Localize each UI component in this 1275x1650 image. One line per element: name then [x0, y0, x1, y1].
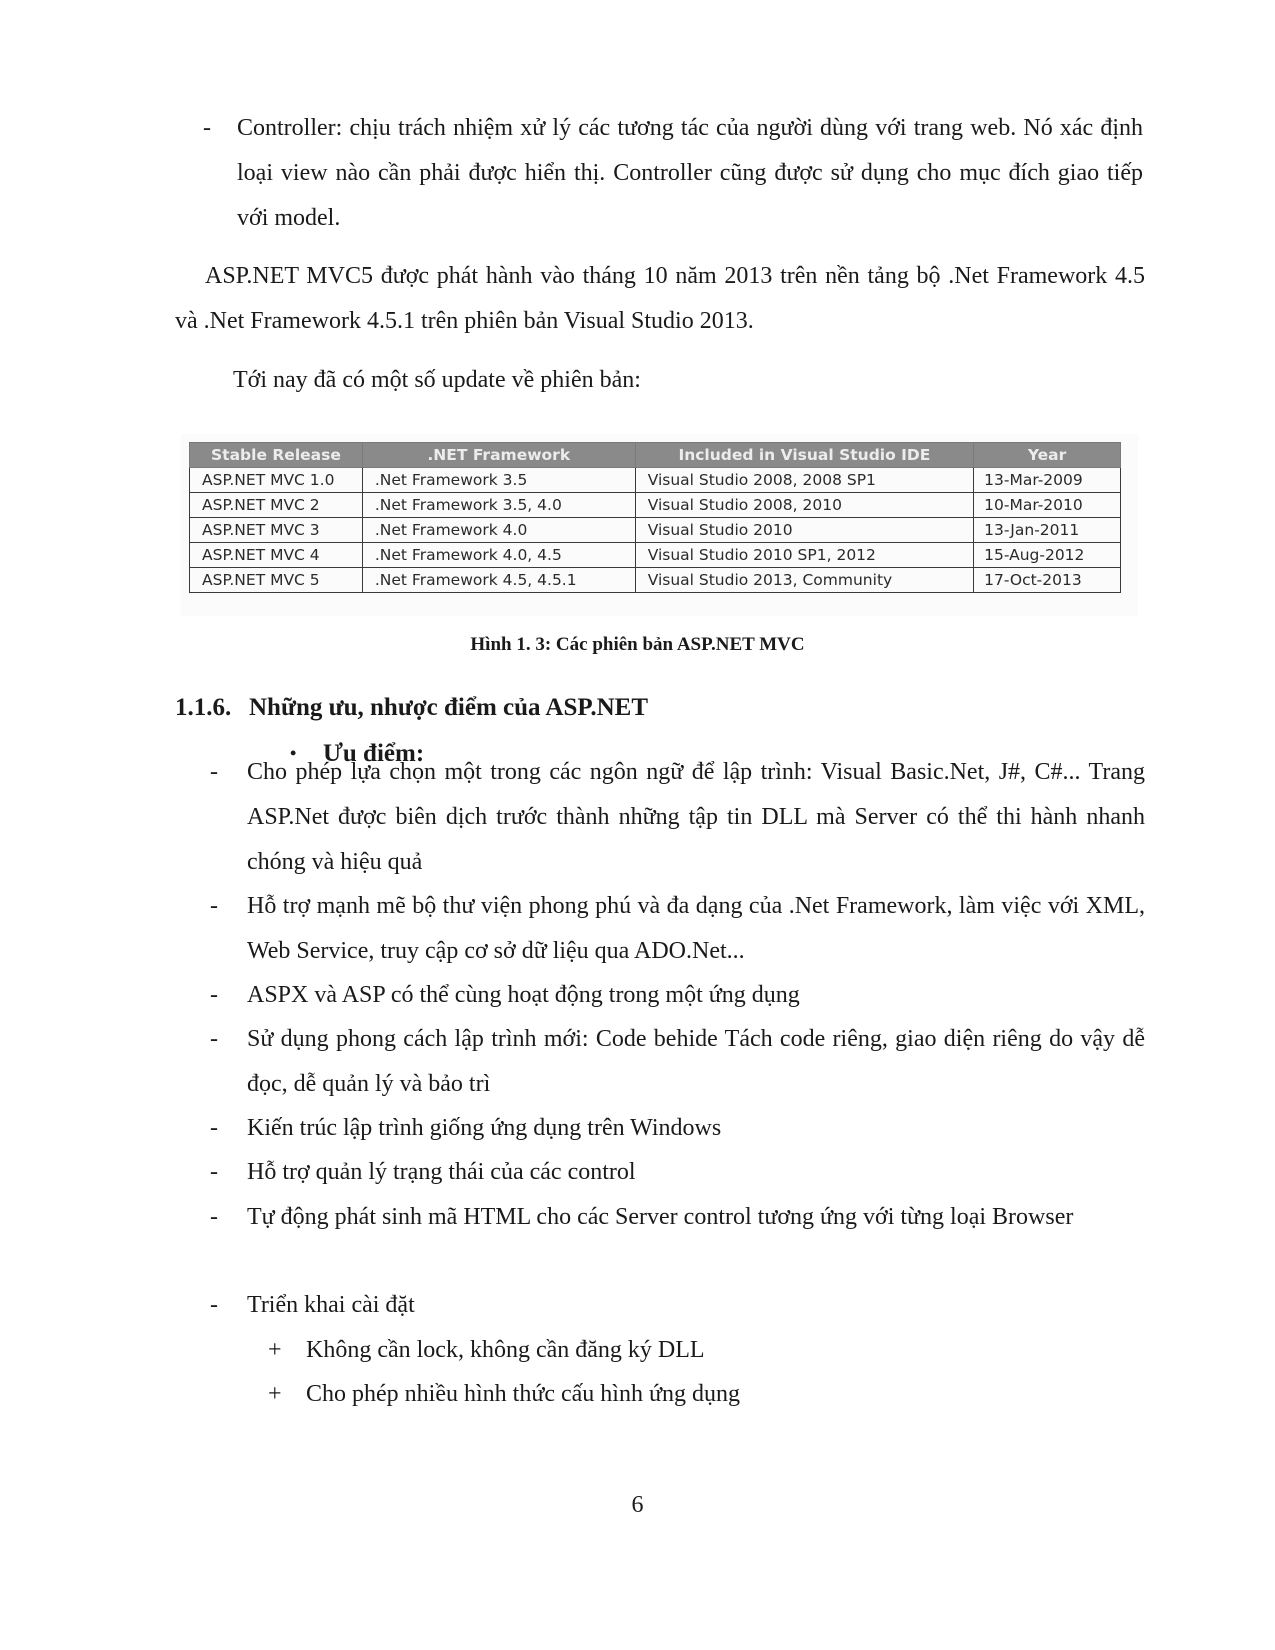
cell-release: ASP.NET MVC 1.0 — [190, 468, 363, 493]
advantages-title: Ưu điểm: — [323, 740, 425, 767]
cell-year: 13-Jan-2011 — [974, 518, 1121, 543]
table-header-row — [190, 443, 1121, 468]
sub-list-item-text: Cho phép nhiều hình thức cấu hình ứng dụng — [306, 1381, 740, 1407]
section-number: 1.1.6. — [175, 694, 232, 721]
cell-framework: .Net Framework 4.0 — [362, 518, 635, 543]
dash-marker: - — [210, 1204, 218, 1230]
cell-release: ASP.NET MVC 3 — [190, 518, 363, 543]
list-item-text: ASPX và ASP có thể cùng hoạt động trong một ứng dụng — [247, 982, 800, 1008]
header-stable-release: Stable Release — [190, 443, 363, 468]
controller-description: Controller: chịu trách nhiệm xử lý các tương tác của người dùng với trang web. Nó xác định loại view nào cần phải được hiển thị. Controller cũng được sử dụng cho mục đích giao tiếp với model. — [237, 115, 1143, 231]
header-visual-studio: Included in Visual Studio IDE — [635, 443, 973, 468]
list-item-text: Tự động phát sinh mã HTML cho các Server control tương ứng với từng loại Browser — [247, 1204, 1074, 1230]
cell-year: 17-Oct-2013 — [974, 568, 1121, 593]
sub-list-item — [268, 1328, 705, 1373]
cell-release: ASP.NET MVC 4 — [190, 543, 363, 568]
cell-ide: Visual Studio 2010 SP1, 2012 — [635, 543, 973, 568]
cell-ide: Visual Studio 2013, Community — [635, 568, 973, 593]
table-row — [190, 543, 1121, 568]
dash-marker: - — [210, 893, 218, 919]
list-item — [210, 1150, 1145, 1195]
sub-list-item — [268, 1372, 740, 1417]
section-heading — [175, 694, 648, 722]
cell-year: 15-Aug-2012 — [974, 543, 1121, 568]
cell-framework: .Net Framework 3.5, 4.0 — [362, 493, 635, 518]
cell-year: 13-Mar-2009 — [974, 468, 1121, 493]
list-item — [210, 884, 1145, 974]
figure-caption: Hình 1. 3: Các phiên bản ASP.NET MVC — [470, 634, 805, 655]
intro-paragraph: ASP.NET MVC5 được phát hành vào tháng 10 năm 2013 trên nền tảng bộ .Net Framework 4.5 và .Net Framework 4.5.1 trên phiên bản Visual Studio 2013. — [175, 263, 1145, 334]
list-item — [210, 1195, 1145, 1240]
dash-marker: - — [210, 1115, 218, 1141]
cell-year: 10-Mar-2010 — [974, 493, 1121, 518]
dash-marker: - — [203, 115, 211, 141]
list-item-text: Hỗ trợ quản lý trạng thái của các control — [247, 1159, 636, 1185]
list-item — [210, 1106, 1145, 1151]
sub-list-item-text: Không cần lock, không cần đăng ký DLL — [306, 1337, 705, 1363]
dash-marker: - — [210, 1292, 218, 1318]
cell-release: ASP.NET MVC 2 — [190, 493, 363, 518]
dash-marker: - — [210, 1026, 218, 1052]
update-line: Tới nay đã có một số update về phiên bản: — [233, 367, 641, 393]
list-item-text: Kiến trúc lập trình giống ứng dụng trên Windows — [247, 1115, 722, 1141]
plus-marker: + — [268, 1381, 282, 1407]
table-row — [190, 493, 1121, 518]
header-net-framework: .NET Framework — [362, 443, 635, 468]
list-item-text: Hỗ trợ mạnh mẽ bộ thư viện phong phú và đa dạng của .Net Framework, làm việc với XML, Web Service, truy cập cơ sở dữ liệu qua ADO.Net... — [247, 893, 1145, 964]
dash-marker: - — [210, 1159, 218, 1185]
cell-ide: Visual Studio 2008, 2010 — [635, 493, 973, 518]
list-item — [210, 973, 1145, 1018]
cell-ide: Visual Studio 2008, 2008 SP1 — [635, 468, 973, 493]
table-row — [190, 518, 1121, 543]
controller-list-item — [203, 106, 1143, 241]
list-item — [210, 1283, 1145, 1328]
header-year: Year — [974, 443, 1121, 468]
version-table — [189, 442, 1121, 593]
cell-framework: .Net Framework 4.0, 4.5 — [362, 543, 635, 568]
page-number: 6 — [631, 1492, 644, 1518]
cell-ide: Visual Studio 2010 — [635, 518, 973, 543]
dash-marker: - — [210, 982, 218, 1008]
list-item-text: Cho phép lựa chọn một trong các ngôn ngữ để lập trình: Visual Basic.Net, J#, C#... Trang ASP.Net được biên dịch trước thành những tập tin DLL mà Server có thể thi hành nhanh chóng và hiệu quả — [247, 759, 1145, 875]
cell-release: ASP.NET MVC 5 — [190, 568, 363, 593]
version-table-figure — [181, 434, 1138, 616]
table-row — [190, 568, 1121, 593]
list-item-text: Triển khai cài đặt — [247, 1292, 415, 1318]
list-item — [210, 750, 1145, 885]
table-row — [190, 468, 1121, 493]
cell-framework: .Net Framework 3.5 — [362, 468, 635, 493]
plus-marker: + — [268, 1337, 282, 1363]
cell-framework: .Net Framework 4.5, 4.5.1 — [362, 568, 635, 593]
list-item — [210, 1017, 1145, 1107]
list-item-text: Sử dụng phong cách lập trình mới: Code behide Tách code riêng, giao diện riêng do vậy dễ đọc, dễ quản lý và bảo trì — [247, 1026, 1145, 1097]
section-title: Những ưu, nhược điểm của ASP.NET — [249, 694, 648, 721]
dash-marker: - — [210, 759, 218, 785]
bullet-icon: • — [290, 743, 297, 763]
